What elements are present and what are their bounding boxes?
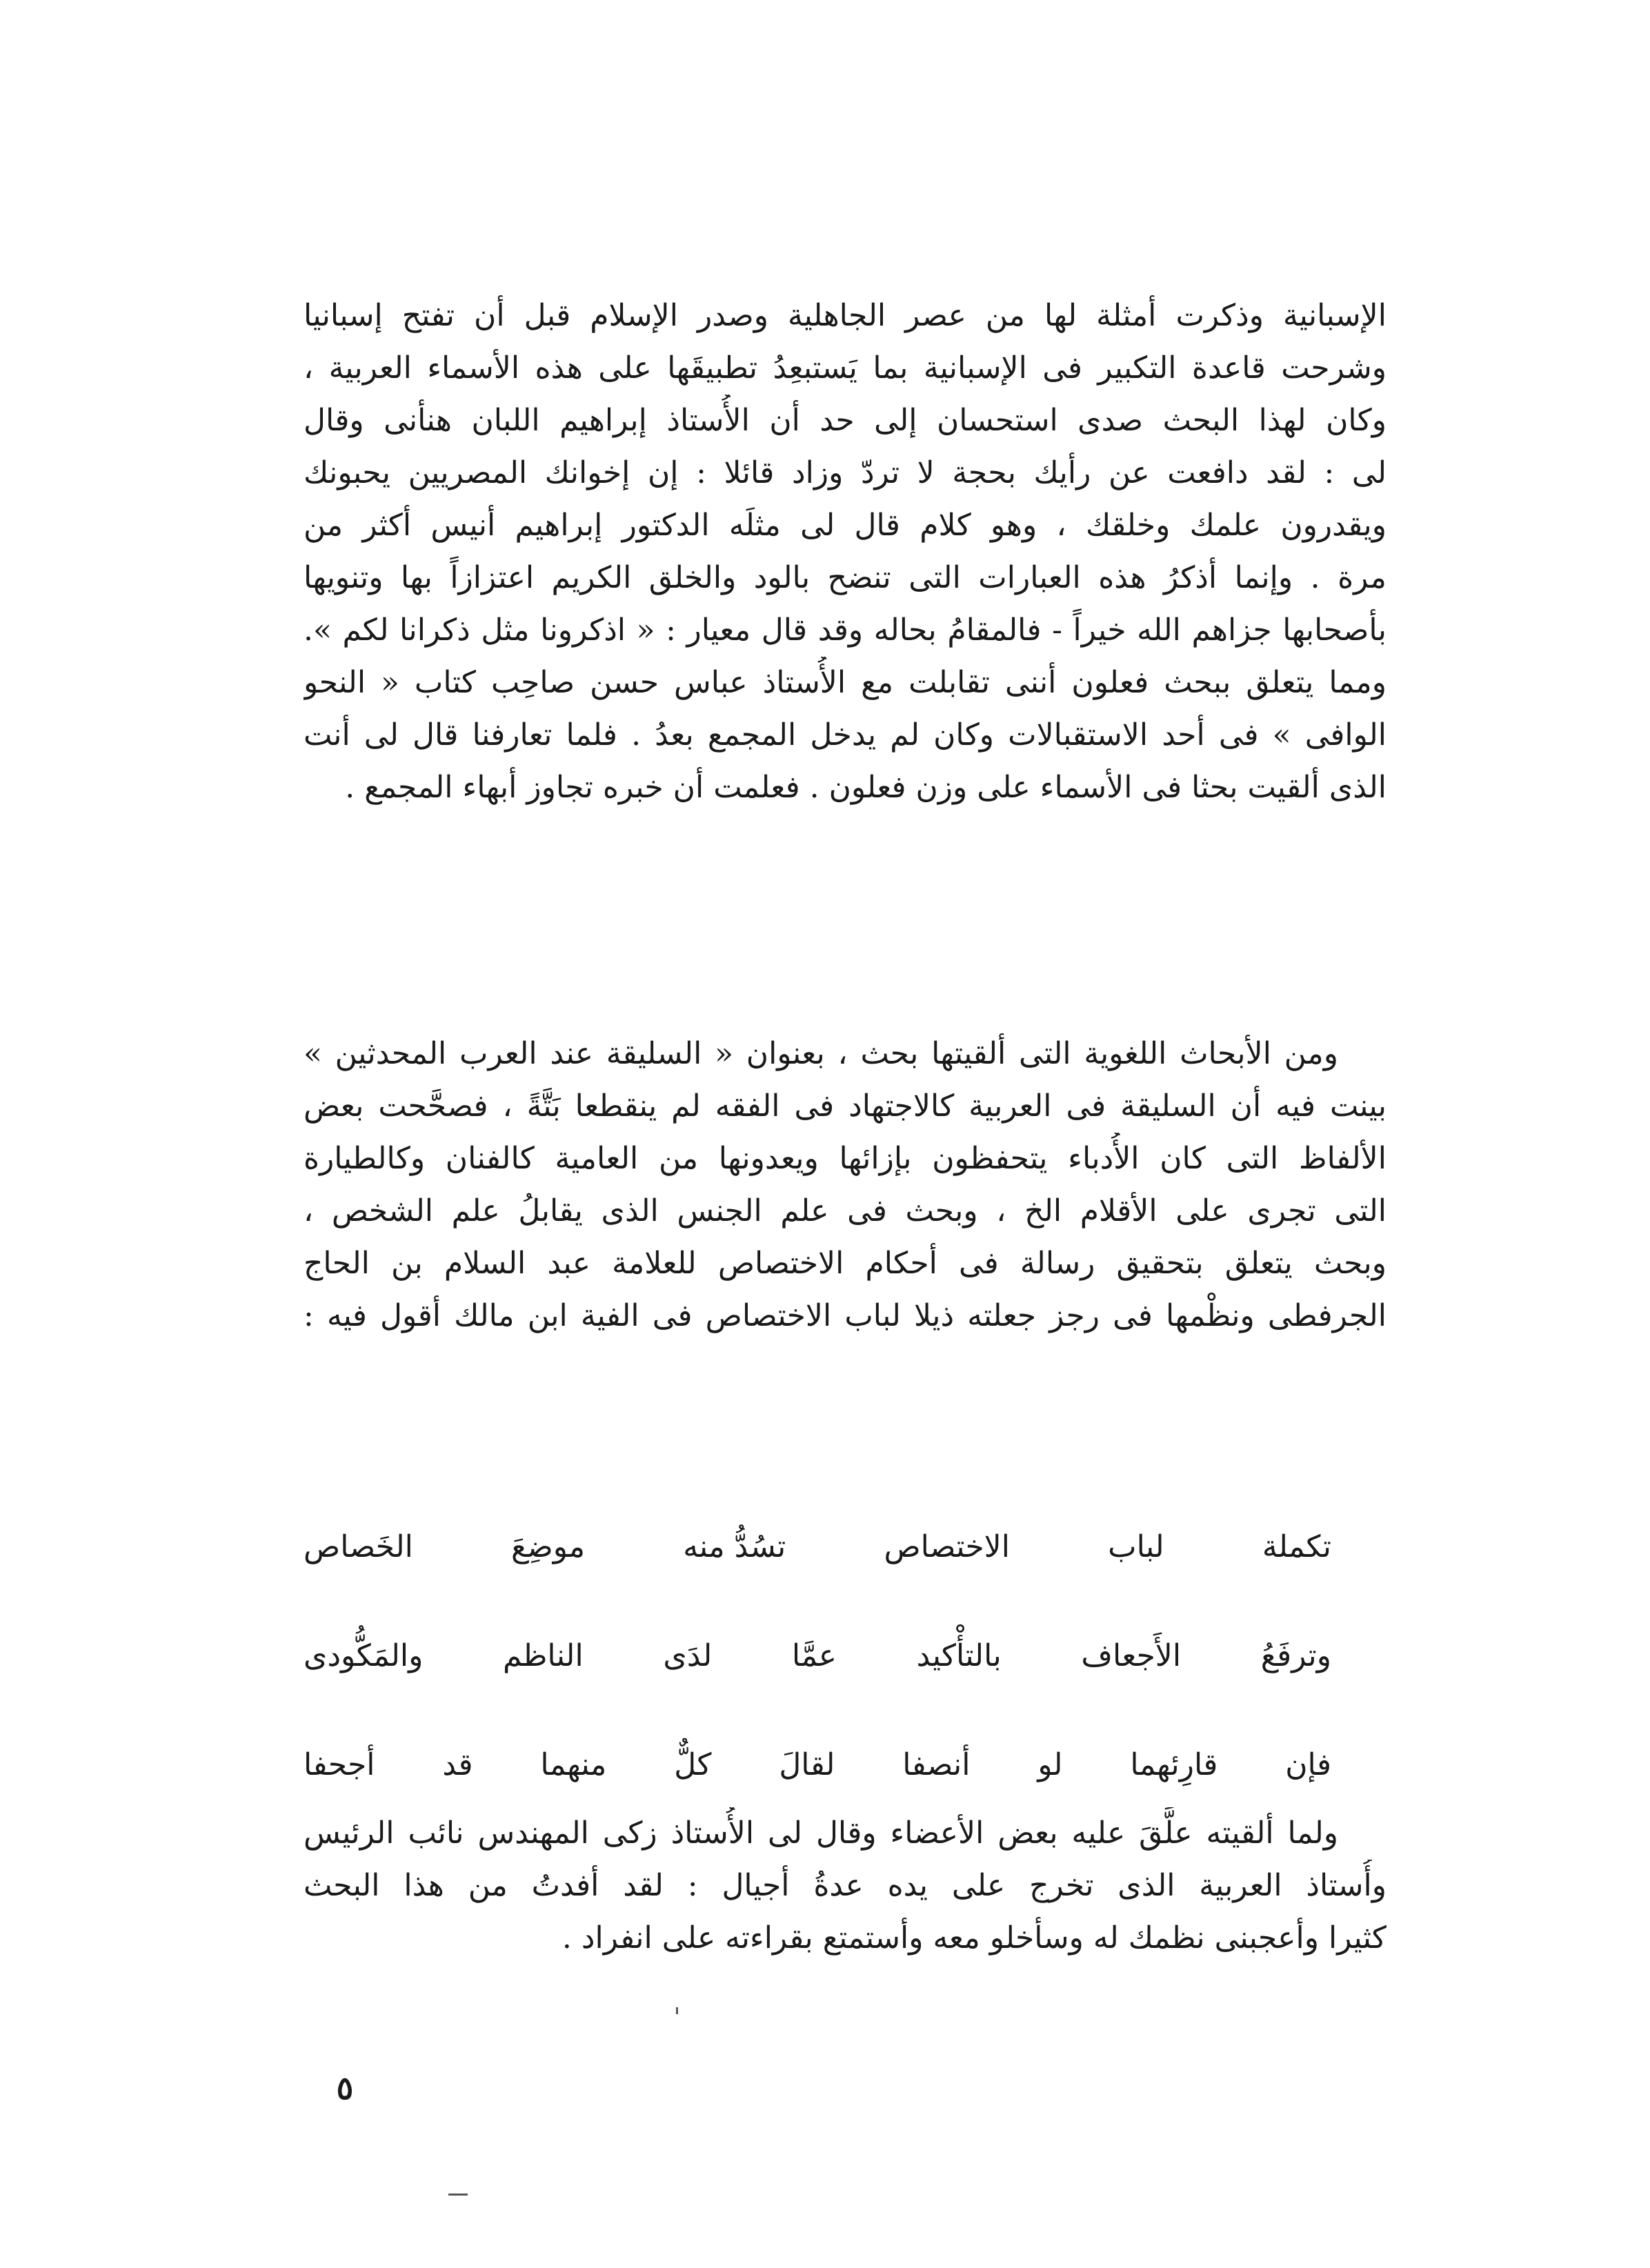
text-line: وبحث يتعلق بتحقيق رسالة فى أحكام الاختصاص للعلامة عبد السلام بن الحاج — [304, 1246, 1386, 1281]
poem-verse-3 — [304, 1739, 1331, 1791]
poem-word: لقالَ — [779, 1747, 835, 1782]
text-line: الألفاظ التى كان الأُدباء يتحفظون بإزائها ويعدونها من العامية كالفنان وكالطيارة — [304, 1141, 1386, 1176]
text-line: الوافى » فى أحد الاستقبالات وكان لم يدخل المجمع بعدُ . فلما تعارفنا قال لى أنت — [304, 717, 1386, 753]
text-line: التى تجرى على الأقلام الخ ، وبحث فى علم الجنس الذى يقابلُ علم الشخص ، — [304, 1193, 1386, 1228]
poem-word: موضِعَ — [511, 1529, 586, 1564]
paragraph-1 — [304, 290, 1386, 814]
text-line: بأصحابها جزاهم الله خيراً - فالمقامُ بحاله وقد قال معيار : « اذكرونا مثل ذكرانا لكم ». — [304, 613, 1386, 648]
poem-word: بالتأْكيد — [916, 1638, 1002, 1673]
poem-word: وترفَعُ — [1260, 1638, 1331, 1673]
text-line: ومن الأبحاث اللغوية التى ألقيتها بحث ، بعنوان « السليقة عند العرب المحدثين » — [304, 1036, 1338, 1071]
text-line: الجرفطى ونظْمها فى رجز جعلته ذيلا لباب الاختصاص فى الفية ابن مالك أقول فيه : — [304, 1298, 1386, 1333]
poem-verse-1 — [304, 1521, 1331, 1573]
poem-verses — [304, 1521, 1331, 1848]
text-line: وأُستاذ العربية الذى تخرج على يده عدةُ أجيال : لقد أفدتُ من هذا البحث — [304, 1868, 1386, 1903]
poem-word: الناظم — [503, 1638, 584, 1673]
poem-word: لدَى — [663, 1638, 713, 1673]
text-line: لى : لقد دافعت عن رأيك بحجة لا تردّ وزاد قائلا : إن إخوانك المصريين يحبونك — [304, 455, 1386, 490]
poem-word: أجحفا — [304, 1747, 375, 1782]
text-line: ويقدرون علمك وخلقك ، وهو كلام قال لى مثلَه الدكتور إبراهيم أنيس أكثر من — [304, 508, 1386, 543]
text-line: كثيرا وأعجبنى نظمك له وسأخلو معه وأستمتع بقراءته على انفراد . — [561, 1920, 1386, 1956]
poem-word: لباب — [1108, 1529, 1164, 1564]
paragraph-3 — [304, 1807, 1386, 1964]
poem-word: والمَكُّودى — [304, 1638, 424, 1673]
text-line: ولما ألقيته علَّقَ عليه بعض الأعضاء وقال لى الأُستاذ زكى المهندس نائب الرئيس — [304, 1816, 1338, 1851]
text-line: بينت فيه أن السليقة فى العربية كالاجتهاد فى الفقه لم ينقطعا بَتَّةً ، فصحَّحت بعض — [304, 1088, 1386, 1124]
poem-word: عمَّا — [791, 1638, 837, 1673]
poem-word: فإن — [1285, 1747, 1331, 1782]
paragraph-2 — [304, 1028, 1386, 1342]
poem-word: الأَجعاف — [1081, 1638, 1182, 1673]
text-line: وشرحت قاعدة التكبير فى الإسبانية بما يَستبعِدُ تطبيقَها على هذه الأسماء العربية ، — [304, 350, 1386, 386]
text-line: مرة . وإنما أذكرُ هذه العبارات التى تنضح بالود والخلق الكريم اعتزازاً بها وتنويها — [304, 560, 1386, 595]
poem-word: قارِئهما — [1130, 1747, 1218, 1782]
text-line: وكان لهذا البحث صدى استحسان إلى حد أن الأُستاذ إبراهيم اللبان هنأنى وقال — [304, 403, 1386, 438]
poem-word: تكملة — [1262, 1529, 1331, 1564]
poem-word: الخَصاص — [304, 1529, 413, 1564]
poem-word: كلٌّ — [674, 1747, 712, 1782]
poem-word: الاختصاص — [884, 1529, 1010, 1564]
poem-verse-2 — [304, 1630, 1331, 1682]
poem-word: قد — [442, 1747, 473, 1782]
poem-word: لو — [1037, 1747, 1063, 1782]
page-number: ٥ — [336, 2069, 354, 2107]
poem-word: تسُدُّ منه — [683, 1529, 786, 1564]
scan-speck — [676, 2007, 678, 2014]
scan-speck — [448, 2194, 468, 2196]
poem-word: منهما — [540, 1747, 607, 1782]
text-line: ومما يتعلق ببحث فعلون أننى تقابلت مع الأُستاذ عباس حسن صاحِب كتاب « النحو — [304, 665, 1386, 700]
text-line: الذى ألقيت بحثا فى الأسماء على وزن فعلون . فعلمت أن خبره تجاوز أبهاء المجمع . — [345, 770, 1386, 805]
poem-word: أنصفا — [902, 1747, 971, 1782]
text-line: الإسبانية وذكرت أمثلة لها من عصر الجاهلية وصدر الإسلام قبل أن تفتح إسبانيا — [304, 298, 1386, 333]
